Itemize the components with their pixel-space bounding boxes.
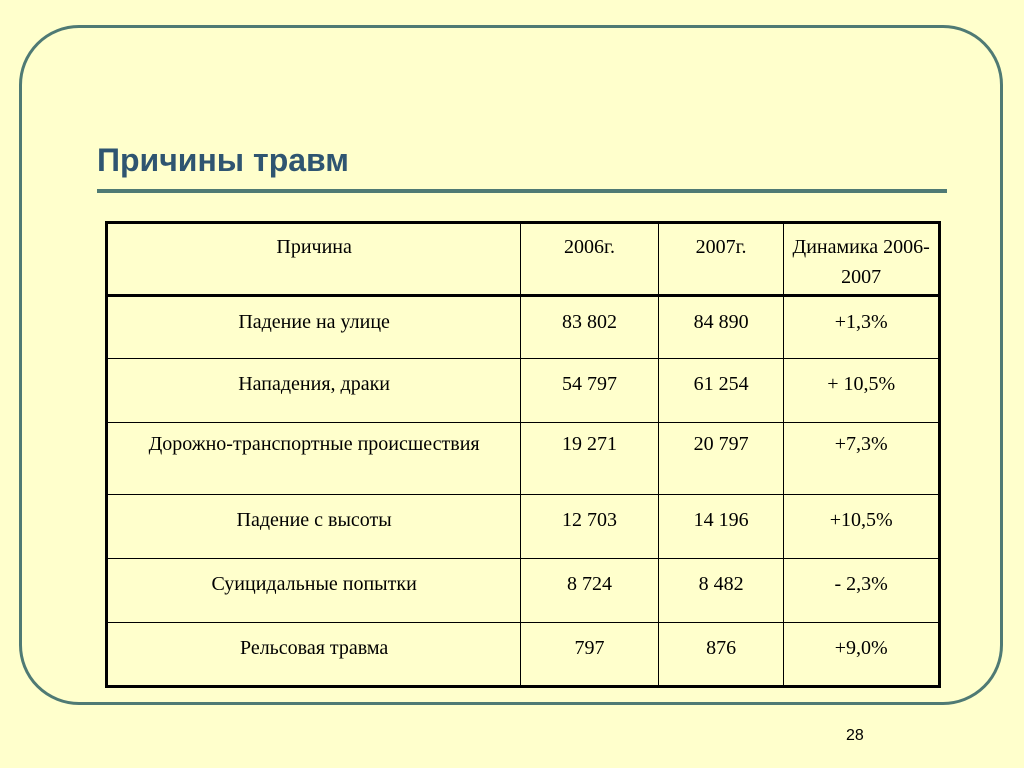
header-2007: 2007г. [658, 223, 784, 296]
cell-2006: 797 [521, 623, 659, 687]
table-row [107, 423, 940, 495]
cell-2007: 61 254 [658, 359, 784, 423]
table-row [107, 623, 940, 687]
cell-dynamics: +9,0% [784, 623, 940, 687]
cell-2006: 12 703 [521, 495, 659, 559]
header-2006: 2006г. [521, 223, 659, 296]
cell-cause: Падение на улице [107, 296, 521, 359]
injury-causes-table [105, 221, 941, 688]
cell-dynamics: +10,5% [784, 495, 940, 559]
slide-title: Причины травм [97, 142, 349, 178]
cell-2007: 14 196 [658, 495, 784, 559]
cell-cause: Дорожно-транспортные происшествия [107, 423, 521, 495]
cell-dynamics: +1,3% [784, 296, 940, 359]
header-dynamics: Динамика 2006-2007 [784, 223, 940, 296]
cell-2006: 8 724 [521, 559, 659, 623]
cell-2007: 876 [658, 623, 784, 687]
header-cause: Причина [107, 223, 521, 296]
page-number: 28 [846, 727, 864, 744]
cell-dynamics: - 2,3% [784, 559, 940, 623]
cell-2006: 19 271 [521, 423, 659, 495]
cell-cause: Суицидальные попытки [107, 559, 521, 623]
cell-dynamics: +7,3% [784, 423, 940, 495]
table-row [107, 296, 940, 359]
table-header-row [107, 223, 940, 296]
cell-cause: Нападения, драки [107, 359, 521, 423]
table-row [107, 559, 940, 623]
cell-2007: 20 797 [658, 423, 784, 495]
table-row [107, 359, 940, 423]
title-underline [97, 189, 947, 193]
cell-dynamics: + 10,5% [784, 359, 940, 423]
cell-2007: 84 890 [658, 296, 784, 359]
cell-cause: Падение с высоты [107, 495, 521, 559]
cell-2007: 8 482 [658, 559, 784, 623]
cell-2006: 54 797 [521, 359, 659, 423]
cell-2006: 83 802 [521, 296, 659, 359]
cell-cause: Рельсовая травма [107, 623, 521, 687]
table-row [107, 495, 940, 559]
